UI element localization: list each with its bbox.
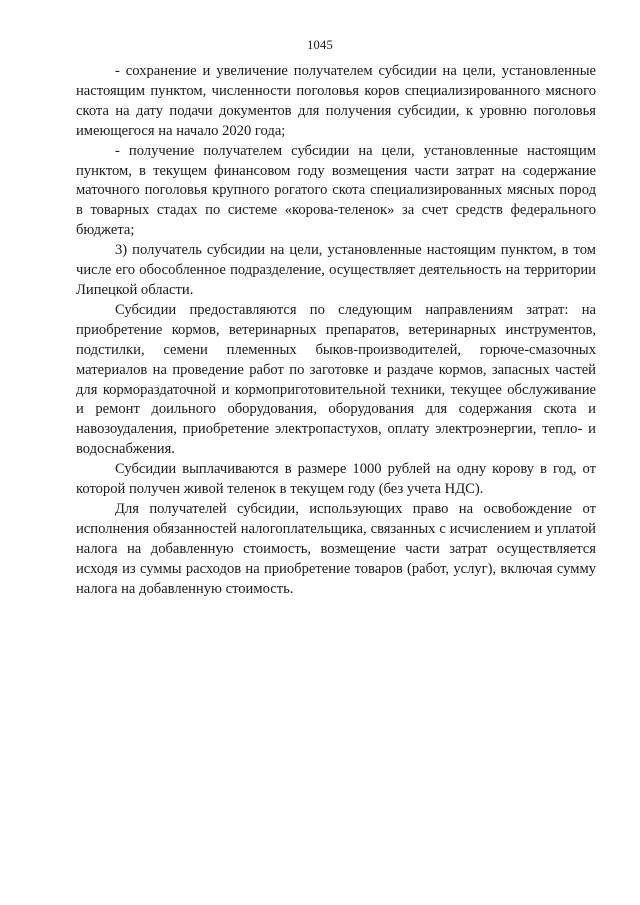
document-body [76, 62, 596, 599]
paragraph-livestock-preservation: - сохранение и увеличение получателем субсидии на цели, установленные настоящим пунктом, численности поголовья коров специализированного мясного скота на дату подачи документов для получения субсидии, к уровню поголовья имеющегося на начало 2020 года; [76, 63, 596, 139]
page-number: 1045 [307, 38, 333, 52]
paragraph-vat-exemption: Для получателей субсидии, использующих право на освобождение от исполнения обязанностей налогоплательщика, связанных с исчислением и уплатой налога на добавленную стоимость, возмещение части затрат осуществляется исходя из суммы расходов на приобретение товаров (работ, услуг), включая сумму налога на добавленную стоимость. [76, 500, 596, 597]
paragraph-subsidy-amount: Субсидии выплачиваются в размере 1000 рублей на одну корову в год, от которой получен живой теленок в текущем году (без учета НДС). [76, 461, 596, 498]
paragraph-lipetsk-territory: 3) получатель субсидии на цели, установленные настоящим пунктом, в том числе его обособленное подразделение, осуществляет деятельность на территории Липецкой области. [76, 242, 596, 298]
paragraph-federal-budget-reimbursement: - получение получателем субсидии на цели, установленные настоящим пунктом, в текущем финансовом году возмещения части затрат на содержание маточного поголовья крупного рогатого скота специализированных мясных пород в товарных стадах по системе «корова-теленок» за счет средств федерального бюджета; [76, 142, 596, 239]
paragraph-cost-directions: Субсидии предоставляются по следующим направлениям затрат: на приобретение кормов, ветеринарных препаратов, ветеринарных инструментов, подстилки, семени племенных быков-производителей, горюче-смазочных материалов на проведение работ по заготовке и раздаче кормов, запасных частей для кормораздаточной и кормоприготовительной техники, текущее обслуживание и ремонт доильного оборудования, оборудования для содержания скота и навозоудаления, приобретение электропастухов, оплату электроэнергии, тепло- и водоснабжения. [76, 301, 596, 458]
